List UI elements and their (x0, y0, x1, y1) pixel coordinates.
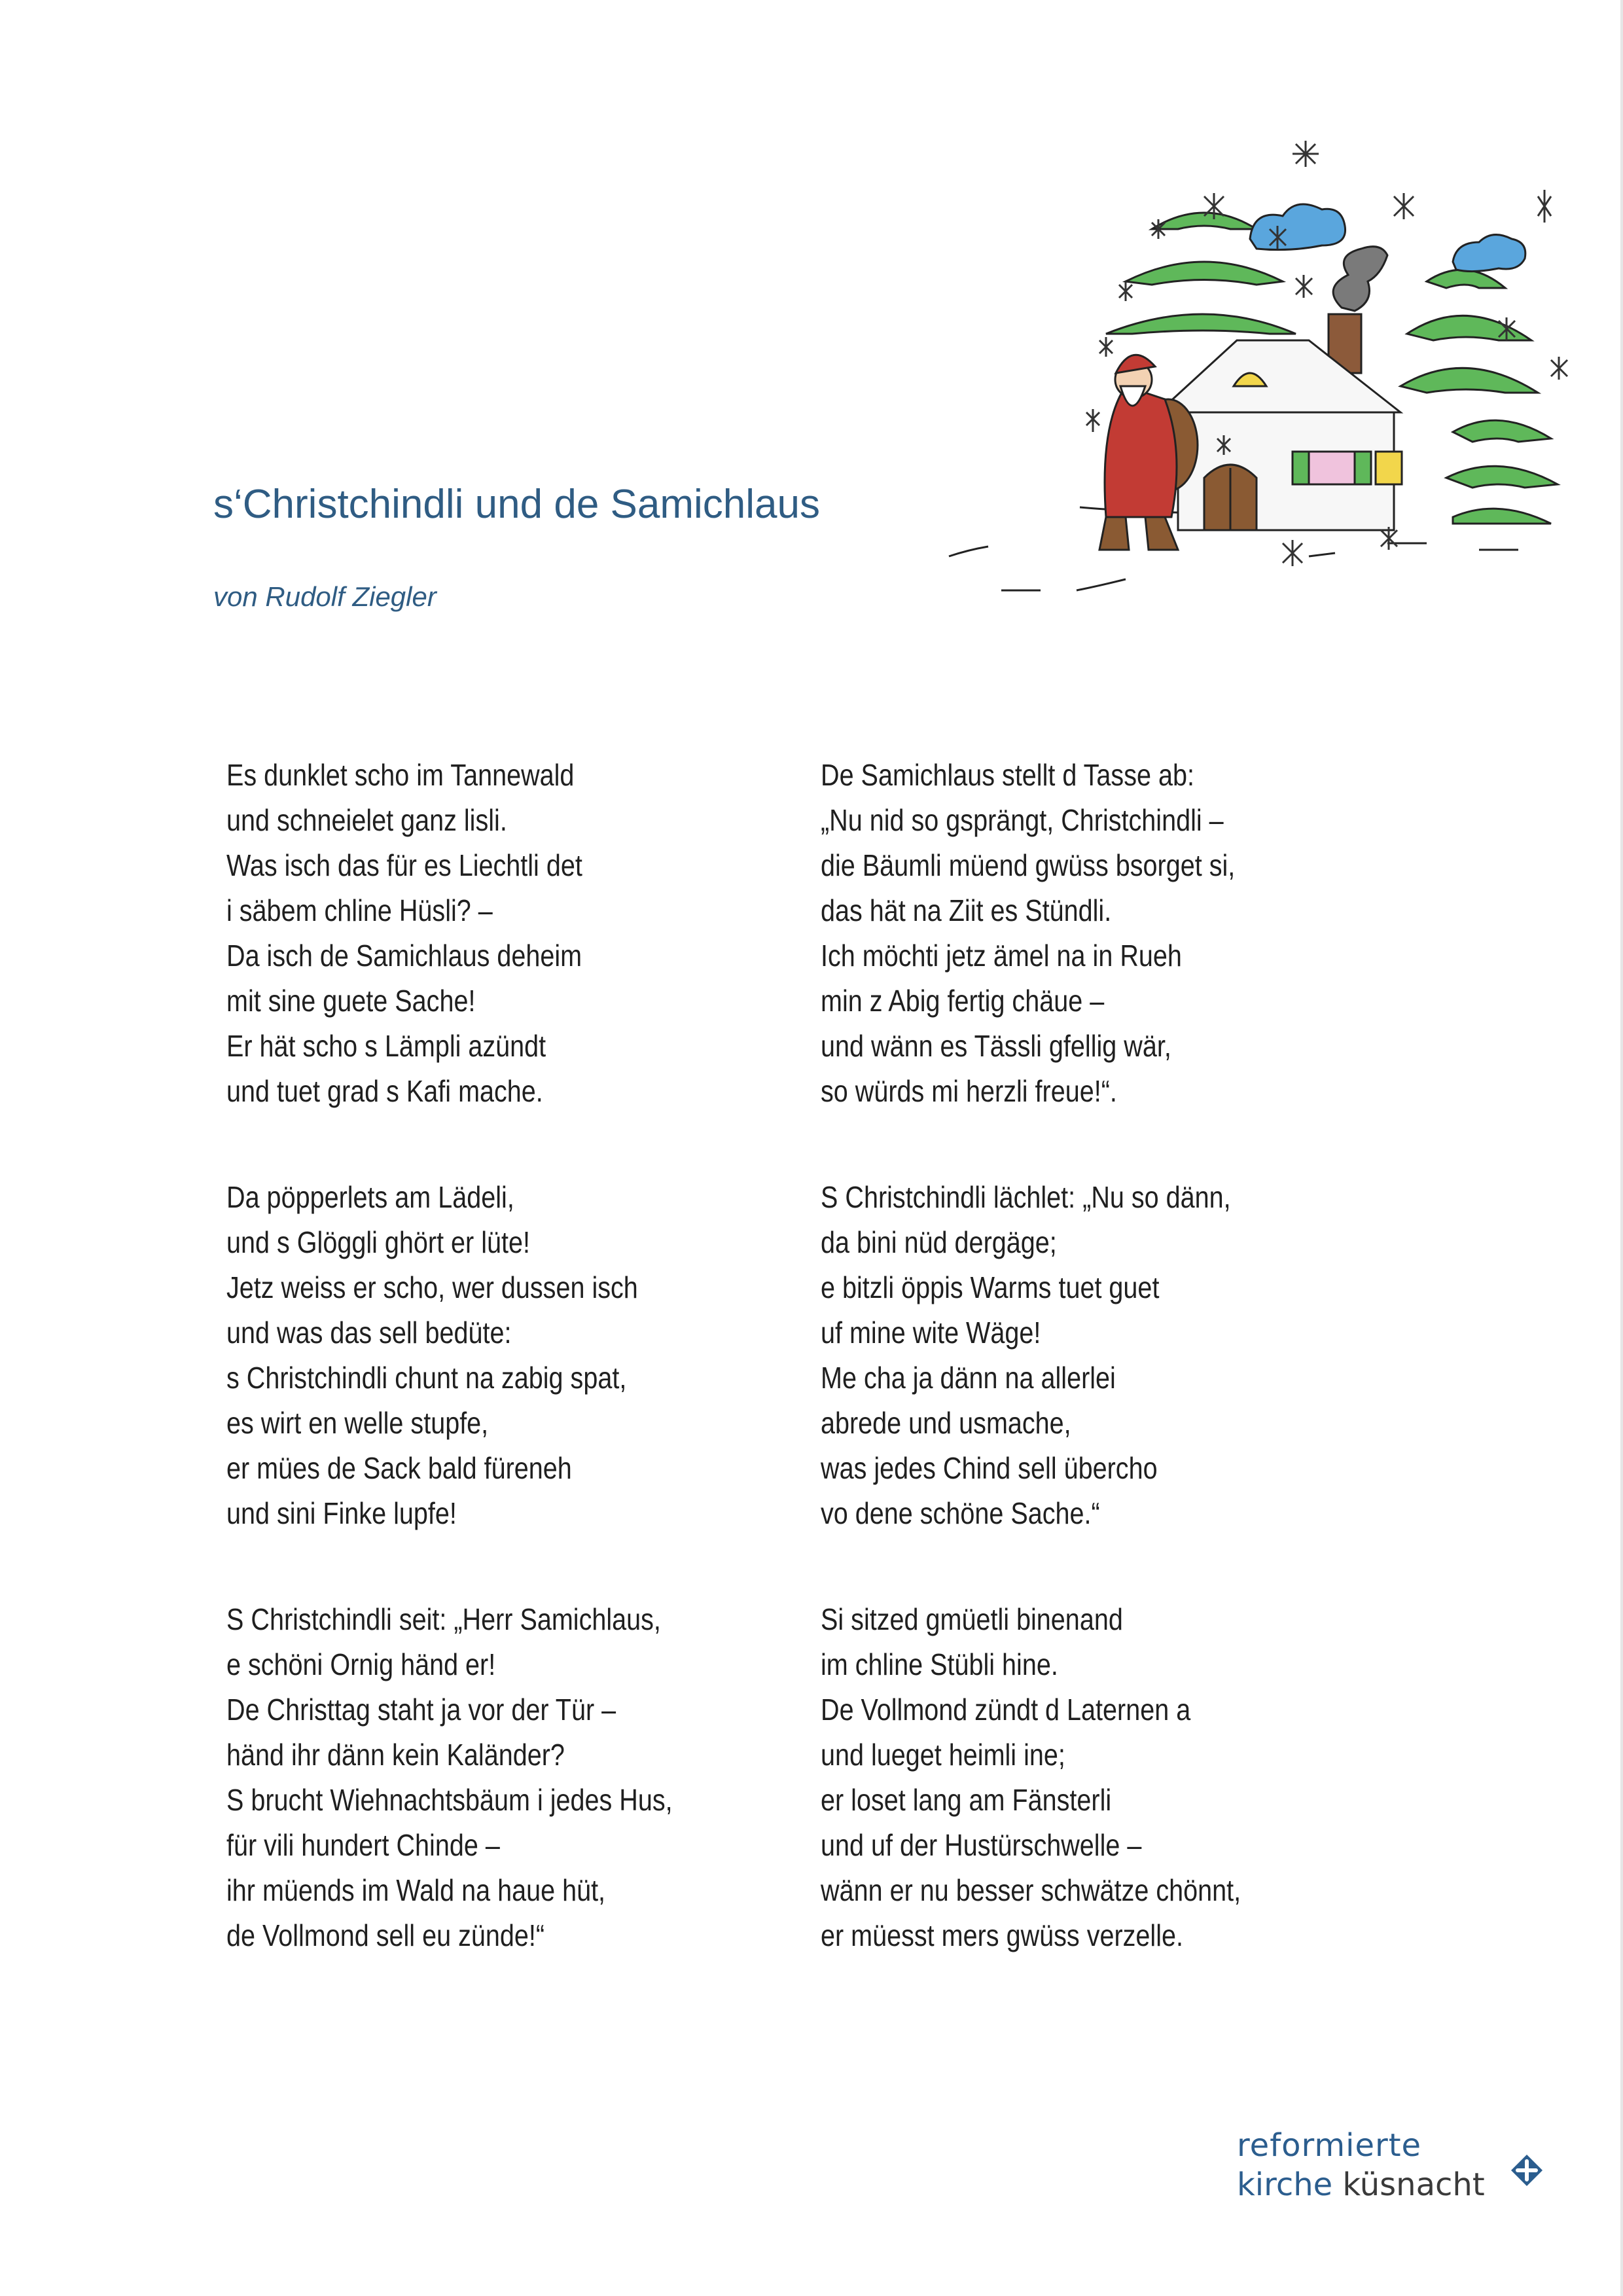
stanza (226, 1597, 868, 1958)
stanza (226, 753, 868, 1114)
poem-line: mit sine guete Sache! (226, 984, 476, 1018)
poem-line: S Christchindli seit: „Herr Samichlaus, (226, 1602, 661, 1636)
poem-line: es wirt en welle stupfe, (226, 1406, 489, 1440)
stanza (226, 1175, 868, 1536)
poem-line: er müesst mers gwüss verzelle. (821, 1918, 1184, 1952)
poem-line: Da pöpperlets am Lädeli, (226, 1180, 514, 1214)
stanza (821, 1597, 1462, 1958)
poem-line: i säbem chline Hüsli? – (226, 893, 493, 927)
poem-line: er loset lang am Fänsterli (821, 1783, 1112, 1817)
church-logo (1237, 2127, 1564, 2212)
logo-text-line2 (1237, 2166, 1485, 2203)
poem-line: s Christchindli chunt na zabig spat, (226, 1361, 627, 1395)
poem-line: im chline Stübli hine. (821, 1647, 1058, 1681)
poem-line: Da isch de Samichlaus deheim (226, 939, 582, 973)
poem-column-left (226, 753, 868, 2019)
page-edge (1620, 0, 1623, 2296)
stanza (821, 1175, 1462, 1536)
poem-line: S brucht Wiehnachtsbäum i jedes Hus, (226, 1783, 673, 1817)
poem-line: wänn er nu besser schwätze chönnt, (821, 1873, 1241, 1907)
poem-line: das hät na Ziit es Stündli. (821, 893, 1112, 927)
poem-line: ihr müends im Wald na haue hüt, (226, 1873, 606, 1907)
poem-line: und tuet grad s Kafi mache. (226, 1074, 543, 1108)
poem-line: Si sitzed gmüetli binenand (821, 1602, 1123, 1636)
page-title: s‘Christchindli und de Samichlaus (213, 482, 821, 527)
poem-line: händ ihr dänn kein Kaländer? (226, 1738, 565, 1772)
cross-diamond-icon (1508, 2152, 1545, 2189)
poem-line: S Christchindli lächlet: „Nu so dänn, (821, 1180, 1231, 1214)
poem-line: er mües de Sack bald füreneh (226, 1451, 572, 1485)
poem-line: De Vollmond zündt d Laternen a (821, 1693, 1191, 1727)
stanza (821, 753, 1462, 1114)
poem-line: die Bäumli müend gwüss bsorget si, (821, 848, 1236, 882)
poem-line: e bitzli öppis Warms tuet guet (821, 1270, 1160, 1304)
poem-line: „Nu nid so gsprängt, Christchindli – (821, 803, 1224, 837)
poem-line: uf mine wite Wäge! (821, 1316, 1041, 1350)
author-line: von Rudolf Ziegler (213, 581, 437, 612)
poem-line: und s Glöggli ghört er lüte! (226, 1225, 531, 1259)
logo-text-kuesnacht: küsnacht (1342, 2166, 1485, 2203)
poem-line: und schneielet ganz lisli. (226, 803, 507, 837)
poem-line: und wänn es Tässli gfellig wär, (821, 1029, 1171, 1063)
poem-line: und sini Finke lupfe! (226, 1496, 457, 1530)
poem-line: da bini nüd dergäge; (821, 1225, 1057, 1259)
logo-text-kirche: kirche (1237, 2166, 1333, 2203)
poem-line: e schöni Ornig händ er! (226, 1647, 496, 1681)
winter-house-santa-illustration (929, 124, 1584, 615)
poem-line: de Vollmond sell eu zünde!“ (226, 1918, 545, 1952)
poem-line: Ich möchti jetz ämel na in Rueh (821, 939, 1182, 973)
poem-line: Jetz weiss er scho, wer dussen isch (226, 1270, 638, 1304)
poem-line: min z Abig fertig chäue – (821, 984, 1105, 1018)
poem-line: Es dunklet scho im Tannewald (226, 758, 575, 792)
poem-line: De Christtag staht ja vor der Tür – (226, 1693, 616, 1727)
poem-line: abrede und usmache, (821, 1406, 1071, 1440)
poem-line: so würds mi herzli freue!“. (821, 1074, 1117, 1108)
poem-column-right (821, 753, 1462, 2019)
logo-text-reformierte: reformierte (1237, 2127, 1422, 2164)
poem-line: De Samichlaus stellt d Tasse ab: (821, 758, 1194, 792)
poem-line: vo dene schöne Sache.“ (821, 1496, 1100, 1530)
poem-line: Was isch das für es Liechtli det (226, 848, 582, 882)
poem-line: Me cha ja dänn na allerlei (821, 1361, 1116, 1395)
poem-line: und uf der Hustürschwelle – (821, 1828, 1142, 1862)
poem-line: für vili hundert Chinde – (226, 1828, 500, 1862)
poem-line: und was das sell bedüte: (226, 1316, 512, 1350)
poem-line: Er hät scho s Lämpli azündt (226, 1029, 546, 1063)
poem-line: was jedes Chind sell übercho (821, 1451, 1158, 1485)
poem-line: und lueget heimli ine; (821, 1738, 1065, 1772)
